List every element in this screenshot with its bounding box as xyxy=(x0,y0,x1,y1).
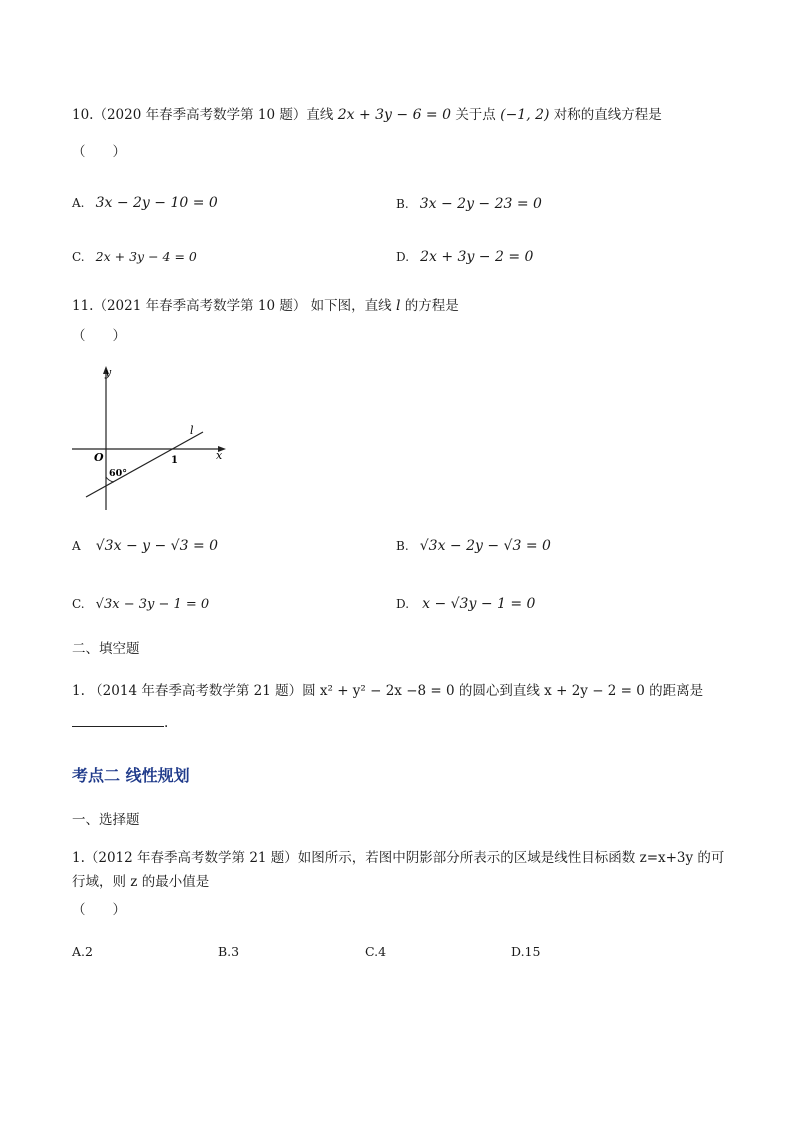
answer-blank[interactable] xyxy=(72,712,164,727)
q11-stem-line xyxy=(72,297,459,315)
q10-mid: 关于点 xyxy=(455,107,496,123)
q11-option-c[interactable] xyxy=(72,593,209,612)
option-letter: D. xyxy=(396,597,410,611)
option-text: 2x + 3y − 2 = 0 xyxy=(420,249,534,265)
lp-option-c[interactable]: C.4 xyxy=(365,944,387,959)
q11-option-a[interactable] xyxy=(72,535,218,554)
line-l-label: l xyxy=(190,424,194,437)
option-text: 2x + 3y − 4 = 0 xyxy=(95,249,197,264)
lp-q1-answer-paren: （ ） xyxy=(72,902,126,918)
line-l xyxy=(86,432,203,497)
fill-q1-answer-line[interactable] xyxy=(72,712,168,732)
option-letter: A xyxy=(72,539,81,553)
option-text: 3x − 2y − 23 = 0 xyxy=(419,196,542,212)
option-letter: C. xyxy=(72,597,85,611)
lp-q1-line1: 1.（2012 年春季高考数学第 21 题）如图所示，若图中阴影部分所表示的区域是线性目标函数 z=x+3y 的可 xyxy=(72,850,725,866)
fill-q1-text: 1. （2014 年春季高考数学第 21 题）圆 x² + y² − 2x −8 = 0 的圆心到直线 x + 2y − 2 = 0 的距离是 xyxy=(72,683,704,699)
option-letter: D. xyxy=(396,250,410,264)
angle-label: 60° xyxy=(109,468,127,479)
q10-option-b[interactable] xyxy=(396,193,542,212)
option-letter: A. xyxy=(72,196,85,210)
fill-q1-period: . xyxy=(164,715,169,731)
y-axis-label: y xyxy=(105,366,112,379)
option-letter: B. xyxy=(396,539,409,553)
q10-point: (−1, 2) xyxy=(500,107,550,123)
q11-stem: 11.（2021 年春季高考数学第 10 题） 如下图，直线 xyxy=(72,298,392,314)
q10-option-d[interactable] xyxy=(396,246,533,265)
option-text: 3x − 2y − 10 = 0 xyxy=(95,195,218,211)
q11-option-b[interactable] xyxy=(396,535,551,554)
q10-option-a[interactable] xyxy=(72,192,218,211)
tick-label-1: 1 xyxy=(171,455,178,466)
q11-tail: 的方程是 xyxy=(404,298,459,314)
lp-option-d[interactable]: D.15 xyxy=(511,944,541,959)
option-letter: B. xyxy=(396,197,409,211)
option-text: √3x − y − √3 = 0 xyxy=(95,538,219,554)
lp-option-a[interactable]: A.2 xyxy=(72,944,93,959)
q10-stem-line xyxy=(72,106,662,124)
q10-option-c[interactable] xyxy=(72,246,197,265)
q10-stem: 10.（2020 年春季高考数学第 10 题）直线 xyxy=(72,107,334,123)
choice-section-title: 一、选择题 xyxy=(72,812,140,828)
option-text: √3x − 3y − 1 = 0 xyxy=(95,597,210,612)
option-text: x − √3y − 1 = 0 xyxy=(422,596,536,612)
q10-equation: 2x + 3y − 6 = 0 xyxy=(337,107,452,123)
lp-q1-line2: 行域，则 z 的最小值是 xyxy=(72,874,210,890)
q11-coordinate-figure xyxy=(60,362,235,517)
option-text: √3x − 2y − √3 = 0 xyxy=(419,538,551,554)
q11-answer-paren: （ ） xyxy=(72,328,126,344)
section-2-title: 考点二 线性规划 xyxy=(72,766,190,785)
q11-option-d[interactable] xyxy=(396,593,535,612)
q10-tail: 对称的直线方程是 xyxy=(553,107,662,123)
lp-option-b[interactable]: B.3 xyxy=(218,944,240,959)
option-letter: C. xyxy=(72,250,85,264)
origin-label: O xyxy=(94,451,104,464)
x-axis-label: x xyxy=(216,449,223,462)
fill-in-section-title: 二、填空题 xyxy=(72,641,140,657)
q10-answer-paren: （ ） xyxy=(72,144,126,160)
q11-line-name: l xyxy=(395,298,401,314)
